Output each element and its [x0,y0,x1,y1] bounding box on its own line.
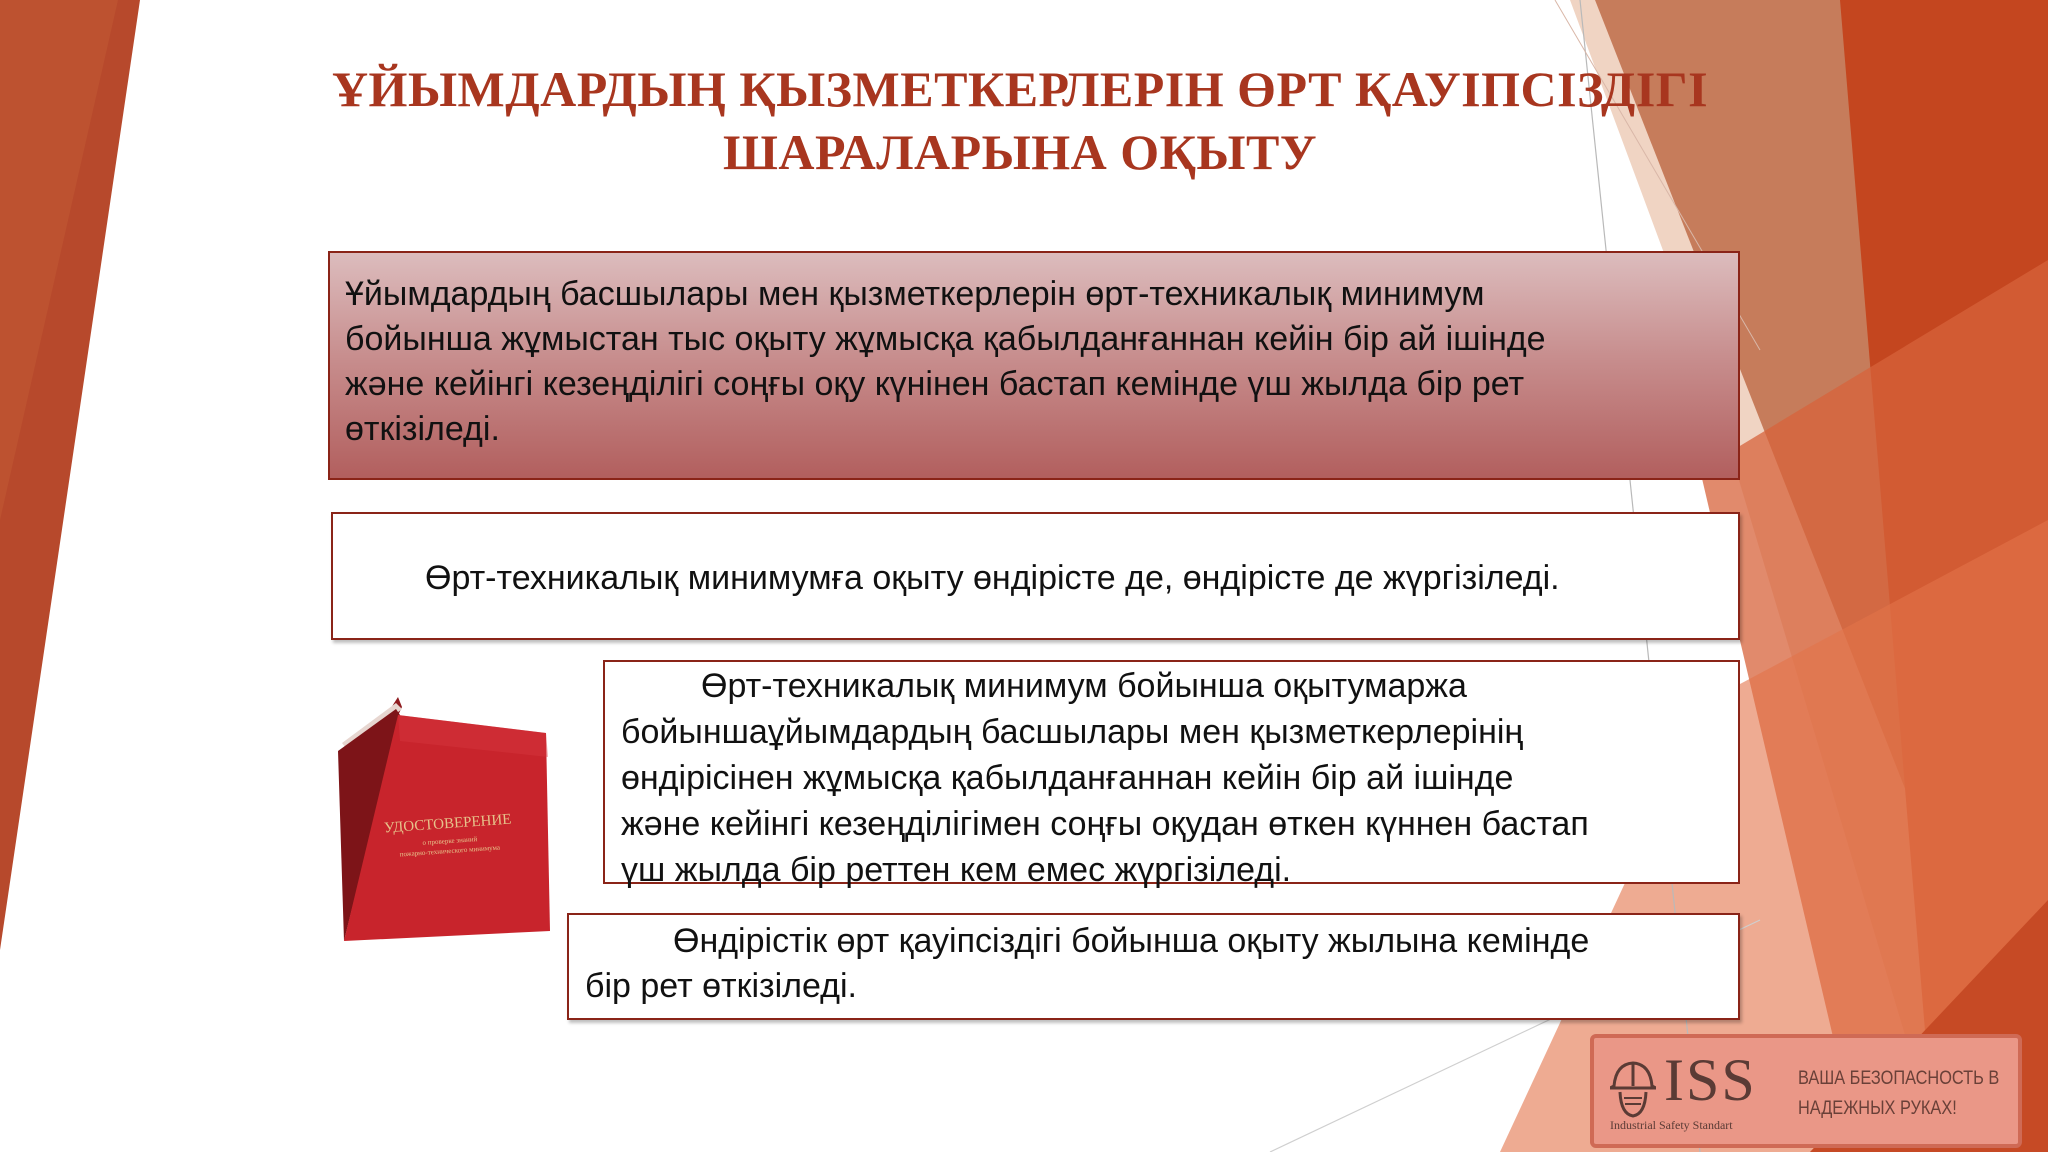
info-box-line: Өндірістік өрт қауіпсіздігі бойынша оқыту жылына кемінде [673,922,1590,960]
logo-subtitle: Industrial Safety Standart [1610,1118,1733,1132]
iss-logo-badge [1590,1034,2022,1148]
info-box-line: бір рет өткізіледі. [585,967,857,1005]
info-box-offsite-training [328,251,1740,480]
info-box-text: Өрт-техникалық минимумға оқыту өндірісте де, өндірісте де жүргізіледі. [425,559,1560,597]
logo-slogan [1798,1064,2000,1124]
info-box-line: Өрт-техникалық минимум бойынша оқытумаржа [701,667,1467,705]
certificate-book-image [338,697,552,941]
info-box-line: бойынша жұмыстан тыс оқыту жұмысқа қабылданғаннан кейін бір ай ішінде [345,320,1546,358]
title-line-1: ҰЙЫМДАРДЫҢ ҚЫЗМЕТКЕРЛЕРІН ӨРТ ҚАУІПСІЗДІГІ [331,61,1709,117]
info-box-line: және кейінгі кезеңділігімен соңғы оқудан өткен күннен бастап [621,805,1589,843]
info-box-line: өткізіледі. [345,410,500,448]
slide-title [300,58,1740,184]
info-box-line: және кейінгі кезеңділігі соңғы оқу күнінен бастап кемінде үш жылда бір рет [345,365,1525,403]
logo-slogan-line-2: НАДЕЖНЫХ РУКАХ! [1798,1098,1957,1119]
book-subtitle-2: пожарно-технического минимума [399,843,501,859]
helmet-icon [1610,1058,1656,1120]
info-box-line: Ұйымдардың басшылары мен қызметкерлерін өрт-техникалық минимум [345,275,1485,313]
logo-slogan-line-1: ВАША БЕЗОПАСНОСТЬ В [1798,1068,2000,1089]
logo-name: ISS [1664,1047,1757,1113]
info-box-line: үш жылда бір реттен кем емес жүргізіледі. [621,851,1292,889]
info-box-line: өндірісінен жұмысқа қабылданғаннан кейін бір ай ішінде [621,759,1514,797]
info-box-training-location [331,512,1740,640]
info-box-annual-training [567,913,1740,1020]
title-line-2: ШАРАЛАРЫНА ОҚЫТУ [722,124,1318,180]
book-title: УДОСТОВЕРЕНИЕ [383,811,512,837]
info-box-onsite-training [603,660,1740,889]
book-subtitle-1: о проверке знаний [422,835,478,847]
info-box-line: бойыншаұйымдардың басшылары мен қызметкерлерінің [621,713,1524,751]
